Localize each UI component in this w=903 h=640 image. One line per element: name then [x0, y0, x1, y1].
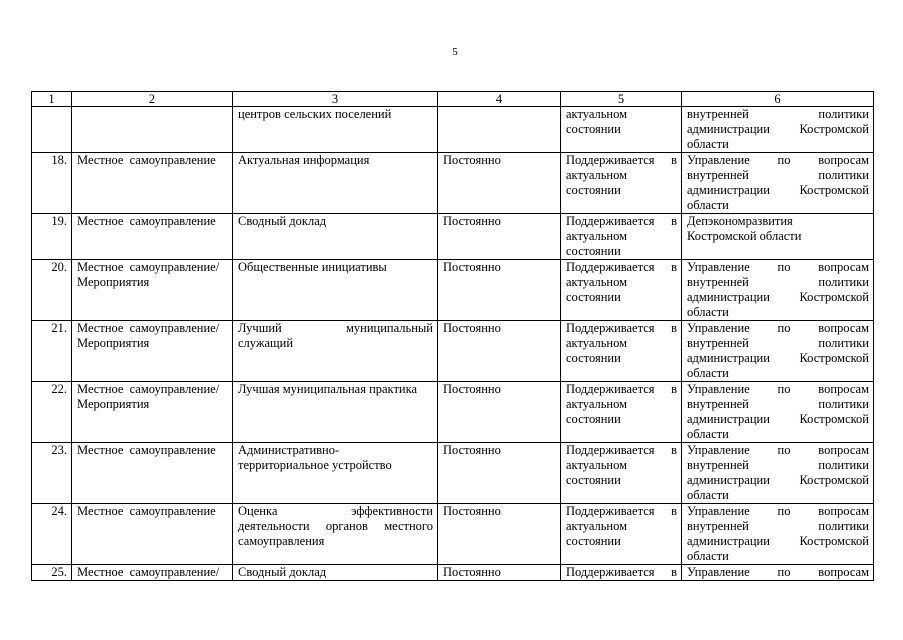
resp-line	[687, 351, 869, 366]
cell-state	[561, 260, 682, 321]
state-line	[566, 153, 677, 168]
resp-word: администрации	[687, 122, 770, 136]
state-line-word: Поддерживается	[566, 214, 655, 228]
table-header-row	[32, 92, 874, 107]
cell-frequency: Постоянно	[438, 565, 561, 581]
cell-name	[233, 321, 438, 382]
column-header-2: 2	[72, 92, 233, 107]
resp-word: внутренней	[687, 336, 749, 350]
resp-word: внутренней	[687, 168, 749, 182]
cell-area	[72, 321, 233, 382]
name-line: Лучшая муниципальная практика	[238, 382, 418, 396]
name-line: Общественные инициативы	[238, 260, 387, 274]
resp-line: Депэкономразвития	[687, 214, 793, 228]
cell-number: 21.	[32, 321, 72, 382]
cell-state	[561, 321, 682, 382]
cell-state	[561, 443, 682, 504]
cell-frequency: Постоянно	[438, 321, 561, 382]
cell-area	[72, 260, 233, 321]
cell-responsible	[682, 565, 874, 581]
resp-line	[687, 473, 869, 488]
cell-responsible	[682, 107, 874, 153]
name-line-word: Лучший	[238, 321, 282, 335]
state-line-word: в	[671, 565, 677, 579]
name-line: Административно-	[238, 443, 340, 457]
resp-word: вопросам	[818, 382, 869, 396]
resp-word: администрации	[687, 473, 770, 487]
resp-word: внутренней	[687, 107, 749, 121]
table-row	[32, 382, 874, 443]
resp-word: администрации	[687, 351, 770, 365]
area-line: Мероприятия	[77, 397, 150, 411]
cell-name	[233, 443, 438, 504]
resp-line	[687, 275, 869, 290]
resp-line	[687, 565, 869, 580]
state-line: состоянии	[566, 122, 621, 136]
resp-line	[687, 336, 869, 351]
cell-name	[233, 382, 438, 443]
state-line: актуальном	[566, 229, 628, 243]
area-line: Местное самоуправление/	[77, 565, 220, 579]
document-table	[31, 91, 874, 581]
resp-word: политики	[818, 519, 869, 533]
cell-state	[561, 504, 682, 565]
cell-number: 25.	[32, 565, 72, 581]
cell-number: 19.	[32, 214, 72, 260]
cell-area	[72, 382, 233, 443]
resp-word: вопросам	[818, 260, 869, 274]
name-line: служащий	[238, 336, 294, 350]
cell-name	[233, 565, 438, 581]
state-line-word: в	[671, 153, 677, 167]
resp-line	[687, 382, 869, 397]
resp-word: администрации	[687, 183, 770, 197]
cell-frequency: Постоянно	[438, 260, 561, 321]
name-line-word: Оценка	[238, 504, 278, 518]
resp-line	[687, 504, 869, 519]
area-line: Местное самоуправление	[77, 214, 216, 228]
resp-word: Управление	[687, 565, 750, 579]
state-line: состоянии	[566, 290, 621, 304]
cell-name	[233, 107, 438, 153]
resp-line	[687, 260, 869, 275]
cell-number: 22.	[32, 382, 72, 443]
table-row	[32, 504, 874, 565]
resp-line	[687, 321, 869, 336]
area-line: Мероприятия	[77, 275, 150, 289]
state-line-word: Поддерживается	[566, 321, 655, 335]
state-line-word: Поддерживается	[566, 504, 655, 518]
cell-state	[561, 107, 682, 153]
cell-responsible	[682, 382, 874, 443]
resp-line	[687, 534, 869, 549]
area-line: Местное самоуправление	[77, 504, 216, 518]
resp-word: администрации	[687, 534, 770, 548]
state-line-word: в	[671, 260, 677, 274]
resp-line: области	[687, 488, 729, 502]
state-line	[566, 565, 677, 580]
resp-word: Костромской	[799, 473, 869, 487]
resp-line: Костромской области	[687, 229, 802, 243]
cell-name	[233, 260, 438, 321]
cell-area	[72, 153, 233, 214]
resp-line: области	[687, 198, 729, 212]
name-line	[238, 504, 433, 519]
state-line: актуальном	[566, 336, 628, 350]
cell-area	[72, 443, 233, 504]
column-header-3: 3	[233, 92, 438, 107]
cell-state	[561, 382, 682, 443]
resp-line	[687, 412, 869, 427]
resp-word: вопросам	[818, 565, 869, 579]
resp-word: вопросам	[818, 443, 869, 457]
cell-responsible	[682, 504, 874, 565]
resp-word: по	[777, 382, 791, 396]
resp-line	[687, 168, 869, 183]
resp-line	[687, 122, 869, 137]
resp-word: Костромской	[799, 534, 869, 548]
resp-line	[687, 443, 869, 458]
resp-word: Управление	[687, 153, 750, 167]
column-header-4: 4	[438, 92, 561, 107]
continuation-row	[32, 107, 874, 153]
column-header-1: 1	[32, 92, 72, 107]
cell-area	[72, 214, 233, 260]
state-line	[566, 382, 677, 397]
state-line	[566, 321, 677, 336]
resp-word: политики	[818, 336, 869, 350]
resp-line	[687, 153, 869, 168]
resp-word: Управление	[687, 321, 750, 335]
name-word: деятельности	[238, 519, 310, 533]
state-line: актуальном	[566, 458, 628, 472]
resp-word: по	[777, 565, 791, 579]
column-header-6: 6	[682, 92, 874, 107]
page-number: 5	[452, 46, 458, 58]
name-line: самоуправления	[238, 534, 325, 548]
resp-word: Костромской	[799, 183, 869, 197]
resp-word: политики	[818, 458, 869, 472]
resp-word: политики	[818, 397, 869, 411]
resp-word: внутренней	[687, 275, 749, 289]
column-header-5: 5	[561, 92, 682, 107]
state-line-word: Поддерживается	[566, 153, 655, 167]
resp-word: по	[777, 504, 791, 518]
resp-word: Костромской	[799, 351, 869, 365]
resp-line	[687, 290, 869, 305]
state-line: состоянии	[566, 351, 621, 365]
name-line	[238, 519, 433, 534]
state-line: состоянии	[566, 412, 621, 426]
state-line: состоянии	[566, 244, 621, 258]
resp-word: вопросам	[818, 504, 869, 518]
table-row	[32, 260, 874, 321]
state-line	[566, 260, 677, 275]
table-row	[32, 443, 874, 504]
resp-line	[687, 519, 869, 534]
name-word: местного	[384, 519, 433, 533]
resp-word: политики	[818, 107, 869, 121]
state-line	[566, 504, 677, 519]
state-line-word: Поддерживается	[566, 443, 655, 457]
cell-name	[233, 504, 438, 565]
cell-name	[233, 153, 438, 214]
area-line: Мероприятия	[77, 336, 150, 350]
cell-responsible	[682, 260, 874, 321]
cell-frequency: Постоянно	[438, 382, 561, 443]
resp-word: Управление	[687, 382, 750, 396]
state-line: состоянии	[566, 183, 621, 197]
name-line-word: муниципальный	[346, 321, 433, 335]
resp-word: политики	[818, 168, 869, 182]
resp-line	[687, 107, 869, 122]
resp-word: Костромской	[799, 290, 869, 304]
cell-state	[561, 565, 682, 581]
cell-frequency	[438, 107, 561, 153]
area-line: Местное самоуправление	[77, 443, 216, 457]
resp-word: внутренней	[687, 519, 749, 533]
cell-frequency: Постоянно	[438, 153, 561, 214]
state-line: актуальном	[566, 107, 628, 121]
state-line: актуальном	[566, 275, 628, 289]
resp-word: Управление	[687, 260, 750, 274]
name-line	[238, 321, 433, 336]
cell-number: 23.	[32, 443, 72, 504]
cell-responsible	[682, 214, 874, 260]
cell-state	[561, 153, 682, 214]
resp-word: по	[777, 321, 791, 335]
resp-word: политики	[818, 275, 869, 289]
name-line-word: эффективности	[351, 504, 433, 518]
cell-frequency: Постоянно	[438, 443, 561, 504]
resp-word: внутренней	[687, 397, 749, 411]
resp-line	[687, 458, 869, 473]
cell-area	[72, 504, 233, 565]
resp-word: вопросам	[818, 153, 869, 167]
resp-word: Костромской	[799, 122, 869, 136]
state-line: состоянии	[566, 473, 621, 487]
cell-responsible	[682, 443, 874, 504]
state-line: состоянии	[566, 534, 621, 548]
cell-frequency: Постоянно	[438, 504, 561, 565]
name-line: Актуальная информация	[238, 153, 370, 167]
resp-line: области	[687, 366, 729, 380]
state-line-word: в	[671, 504, 677, 518]
state-line-word: Поддерживается	[566, 260, 655, 274]
cell-responsible	[682, 153, 874, 214]
cell-frequency: Постоянно	[438, 214, 561, 260]
cell-number: 18.	[32, 153, 72, 214]
name-line: центров сельских поселений	[238, 107, 392, 121]
resp-word: по	[777, 260, 791, 274]
state-line-word: в	[671, 321, 677, 335]
state-line-word: в	[671, 214, 677, 228]
area-line: Местное самоуправление/	[77, 321, 220, 335]
resp-word: внутренней	[687, 458, 749, 472]
cell-number: 24.	[32, 504, 72, 565]
table-row	[32, 321, 874, 382]
name-word: органов	[325, 519, 368, 533]
resp-line: области	[687, 305, 729, 319]
resp-word: по	[777, 153, 791, 167]
cell-state	[561, 214, 682, 260]
resp-word: Управление	[687, 443, 750, 457]
resp-line: области	[687, 427, 729, 441]
area-line: Местное самоуправление	[77, 153, 216, 167]
resp-line: области	[687, 137, 729, 151]
cell-name	[233, 214, 438, 260]
area-line: Местное самоуправление/	[77, 260, 220, 274]
resp-word: администрации	[687, 412, 770, 426]
state-line	[566, 443, 677, 458]
state-line-word: Поддерживается	[566, 565, 655, 579]
state-line-word: в	[671, 382, 677, 396]
cell-responsible	[682, 321, 874, 382]
area-line: Местное самоуправление/	[77, 382, 220, 396]
state-line: актуальном	[566, 397, 628, 411]
cell-number	[32, 107, 72, 153]
state-line	[566, 214, 677, 229]
state-line-word: Поддерживается	[566, 382, 655, 396]
cell-area	[72, 107, 233, 153]
resp-word: по	[777, 443, 791, 457]
resp-word: вопросам	[818, 321, 869, 335]
state-line: актуальном	[566, 519, 628, 533]
resp-line: области	[687, 549, 729, 563]
table-row	[32, 153, 874, 214]
resp-line	[687, 183, 869, 198]
name-line: территориальное устройство	[238, 458, 392, 472]
cell-area	[72, 565, 233, 581]
state-line: актуальном	[566, 168, 628, 182]
table-row	[32, 214, 874, 260]
resp-line	[687, 397, 869, 412]
name-line: Сводный доклад	[238, 565, 327, 579]
resp-word: Управление	[687, 504, 750, 518]
resp-word: администрации	[687, 290, 770, 304]
resp-word: Костромской	[799, 412, 869, 426]
cell-number: 20.	[32, 260, 72, 321]
state-line-word: в	[671, 443, 677, 457]
name-line: Сводный доклад	[238, 214, 327, 228]
table-row	[32, 565, 874, 581]
